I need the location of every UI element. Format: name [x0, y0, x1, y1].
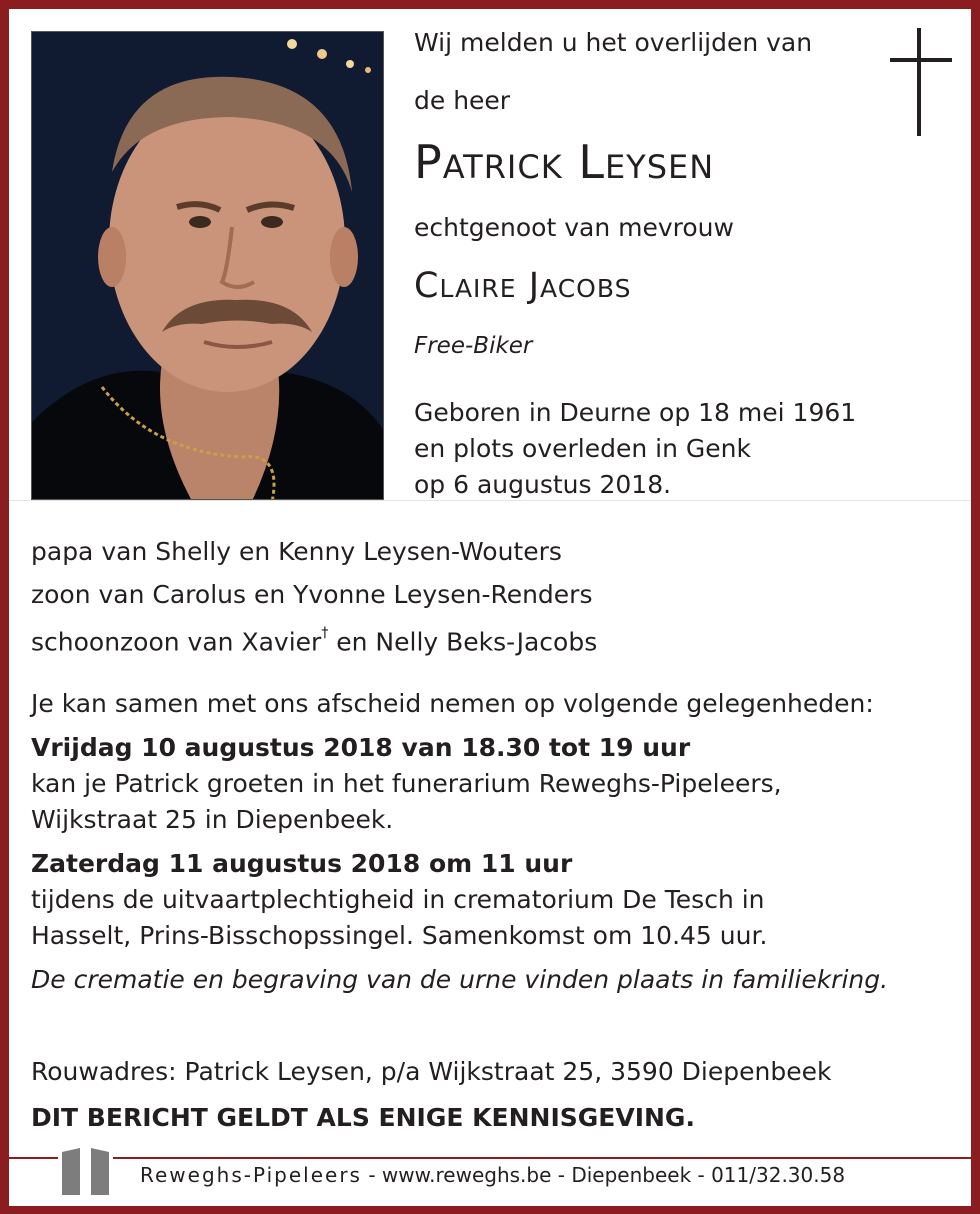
- died-date: op 6 augustus 2018.: [414, 470, 672, 499]
- footer-contact: [140, 1163, 845, 1187]
- in-laws-part1: schoonzoon van Xavier: [31, 627, 322, 657]
- spouse-last-name: Jacobs: [528, 266, 632, 306]
- deceased-name: [414, 135, 714, 189]
- frame-left: [0, 0, 9, 1214]
- spouse-intro: echtgenoot van mevrouw: [414, 213, 734, 242]
- parents-line: zoon van Carolus en Yvonne Leysen-Renders: [31, 580, 593, 609]
- honorific: de heer: [414, 86, 511, 115]
- occupation: Free-Biker: [414, 333, 533, 359]
- service-line-2: Hasselt, Prins-Bisschopssingel. Samenkomst om 10.45 uur.: [31, 921, 768, 950]
- footer-details: www.reweghs.be - Diepenbeek - 011/32.30.58: [381, 1163, 846, 1187]
- footer-separator: -: [361, 1163, 382, 1187]
- footer-rule: [9, 1157, 971, 1159]
- cross-icon: [890, 28, 952, 136]
- notice: DIT BERICHT GELDT ALS ENIGE KENNISGEVING.: [31, 1103, 695, 1132]
- visit-line-2: Wijkstraat 25 in Diepenbeek.: [31, 805, 394, 834]
- mourning-address: Rouwadres: Patrick Leysen, p/a Wijkstraat 25, 3590 Diepenbeek: [31, 1057, 832, 1086]
- deceased-mark: †: [321, 625, 329, 641]
- visit-date: Vrijdag 10 augustus 2018 van 18.30 tot 19 uur: [31, 733, 691, 762]
- intro-text: Wij melden u het overlijden van: [414, 28, 813, 57]
- born-line: Geboren in Deurne op 18 mei 1961: [414, 398, 857, 427]
- footer-brand: Reweghs-Pipeleers: [140, 1163, 362, 1187]
- frame-right: [971, 0, 980, 1214]
- in-laws-line: [31, 616, 597, 663]
- in-laws-part2: en Nelly Beks-Jacobs: [328, 627, 598, 657]
- deceased-first-name: Patrick: [414, 135, 563, 189]
- ceremony-details: [31, 686, 888, 998]
- died-line: en plots overleden in Genk: [414, 434, 751, 463]
- service-date: Zaterdag 11 augustus 2018 om 11 uur: [31, 849, 573, 878]
- spouse-name: [414, 266, 631, 306]
- children-line: papa van Shelly en Kenny Leysen-Wouters: [31, 537, 562, 566]
- frame-top: [0, 0, 980, 9]
- spouse-first-name: Claire: [414, 266, 517, 306]
- visit-line-1: kan je Patrick groeten in het funerarium Reweghs-Pipeleers,: [31, 769, 782, 798]
- private-note: De crematie en begraving van de urne vinden plaats in familiekring.: [31, 965, 889, 994]
- funeral-home-logo-icon: [58, 1146, 113, 1197]
- divider: [9, 500, 971, 501]
- service-line-1: tijdens de uitvaartplechtigheid in crematorium De Tesch in: [31, 885, 765, 914]
- birth-death-info: [414, 395, 856, 503]
- portrait-photo: [31, 31, 384, 500]
- deceased-last-name: Leysen: [578, 135, 715, 189]
- family-list: [31, 530, 597, 663]
- ceremony-intro: Je kan samen met ons afscheid nemen op volgende gelegenheden:: [31, 689, 874, 718]
- frame-bottom: [0, 1206, 980, 1214]
